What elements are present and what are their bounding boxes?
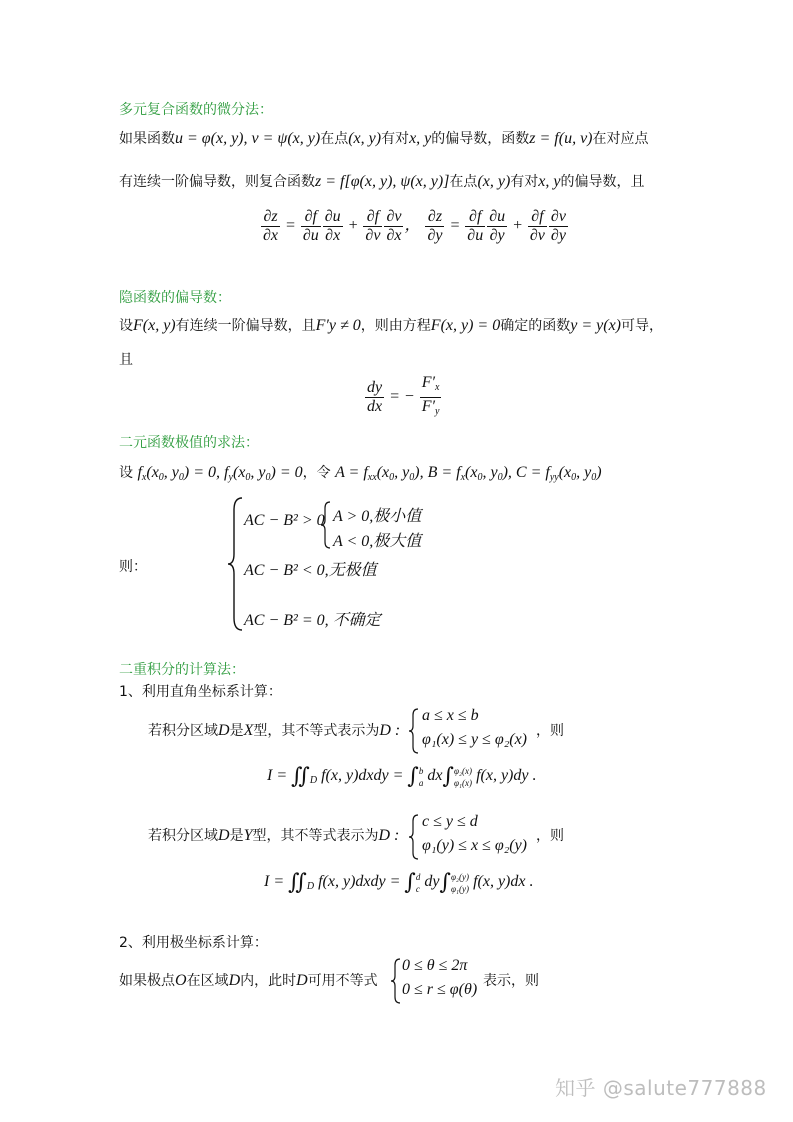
x-type-line: 若积分区域D是X型，其不等式表示为D : [148, 722, 401, 739]
case-min: A > 0,极小值 [333, 508, 422, 525]
subsection-cartesian: 1、利用直角坐标系计算： [119, 684, 282, 700]
polar-brace-icon [390, 957, 402, 1005]
extrema-setup-line: 设 $f_x(x_0$, $y_0) = 0$, $f_y(x_0$, $y_0) = 0$，令 $A = f_{xx}(x_0$, $y_0$), $B = f_x(x_0$, $y_0$), $C = f_{yy}(x_0$, $y_0$) [119, 464, 602, 483]
subsection-polar: 2、利用极坐标系计算： [119, 935, 268, 951]
y-type-cond-1: c ≤ y ≤ d [422, 813, 478, 830]
polar-cond-1: 0 ≤ θ ≤ 2π [402, 957, 468, 974]
section-title-double-integral: 二重积分的计算法： [119, 662, 245, 678]
case-positive-discriminant: AC − B² > 0 [244, 512, 325, 529]
big-brace-icon [226, 496, 246, 632]
x-type-then: ，则 [536, 723, 564, 739]
y-type-line: 若积分区域D是Y型，其不等式表示为D : [148, 827, 400, 844]
case-max: A < 0,极大值 [333, 533, 422, 550]
composite-line-2: 有连续一阶偏导数，则复合函数z = f[φ(x, y), ψ(x, y)]在点(x, y)有对x, y的偏导数，且 [119, 173, 645, 190]
case-no-extremum: AC − B² < 0,无极值 [244, 562, 377, 579]
formula-z: z = f(u, v) [529, 130, 593, 147]
composite-line-1: 如果函数u = φ(x, y), v = ψ(x, y)在点(x, y)有对x, y的偏导数，函数z = f(u, v)在对应点 [119, 130, 649, 147]
formula-u-v: u = φ(x, y), v = ψ(x, y) [175, 130, 321, 147]
section-title-extrema: 二元函数极值的求法： [119, 435, 259, 451]
small-brace-icon [320, 500, 332, 550]
x-type-cond-1: a ≤ x ≤ b [422, 707, 479, 724]
case-undetermined: AC − B² = 0, 不确定 [244, 612, 381, 629]
y-type-integral-formula: $I = ∬_D$ f(x, y)dxdy = ∫ d c dy∫ φ₂(y) φ₁(y) f(x, y)dx . [264, 870, 534, 895]
formula-composite: z = f[φ(x, y), ψ(x, y)] [315, 173, 450, 190]
implicit-line-1: 设F(x, y)有连续一阶偏导数，且F′y ≠ 0，则由方程F(x, y) = 0确定的函数y = y(x)可导， [119, 317, 663, 334]
then-label: 则： [119, 559, 147, 575]
implicit-derivative-formula: $\frac{dy}{dx}$ = − $\frac{F'_x}{F'_y}$ [367, 374, 440, 417]
y-type-then: ，则 [536, 828, 564, 844]
x-type-integral-formula: $I = ∬_D$ f(x, y)dxdy = ∫ b a dx∫ φ₂(x) φ₁(x) f(x, y)dy . [267, 764, 537, 789]
x-type-cond-2: φ₁(x) ≤ y ≤ φ₂(x) [422, 731, 528, 748]
y-type-cond-2: φ₁(y) ≤ x ≤ φ₂(y) [422, 837, 528, 854]
section-title-composite-differentiation: 多元复合函数的微分法： [119, 102, 273, 118]
section-title-implicit-function: 隐函数的偏导数： [119, 290, 231, 306]
polar-line: 如果极点O在区域D内，此时D可用不等式 [119, 972, 378, 989]
zhihu-watermark: 知乎 @salute777888 [555, 1076, 767, 1100]
y-type-brace-icon [408, 813, 420, 861]
polar-then: 表示，则 [483, 973, 539, 989]
x-type-brace-icon [408, 707, 420, 755]
implicit-line-2: 且 [119, 352, 133, 368]
chain-rule-formula: $\frac{\partial z}{\partial x}$ = $\frac{\partial f}{\partial u}$ $\frac{\partial u}{\partial x}$ + $\frac{\partial f}{\partial v}$ $\frac{\partial v}{\partial x}$ ， $\frac{\partial z}{\partial y}$ = $\frac{\partial f}{\partial u}$ $\frac{\partial u}{\partial y}$ + $\frac{\partial f}{\partial v}$ $\frac{\partial v}{\partial y}$ [263, 208, 566, 244]
polar-cond-2: 0 ≤ r ≤ φ(θ) [402, 981, 478, 998]
